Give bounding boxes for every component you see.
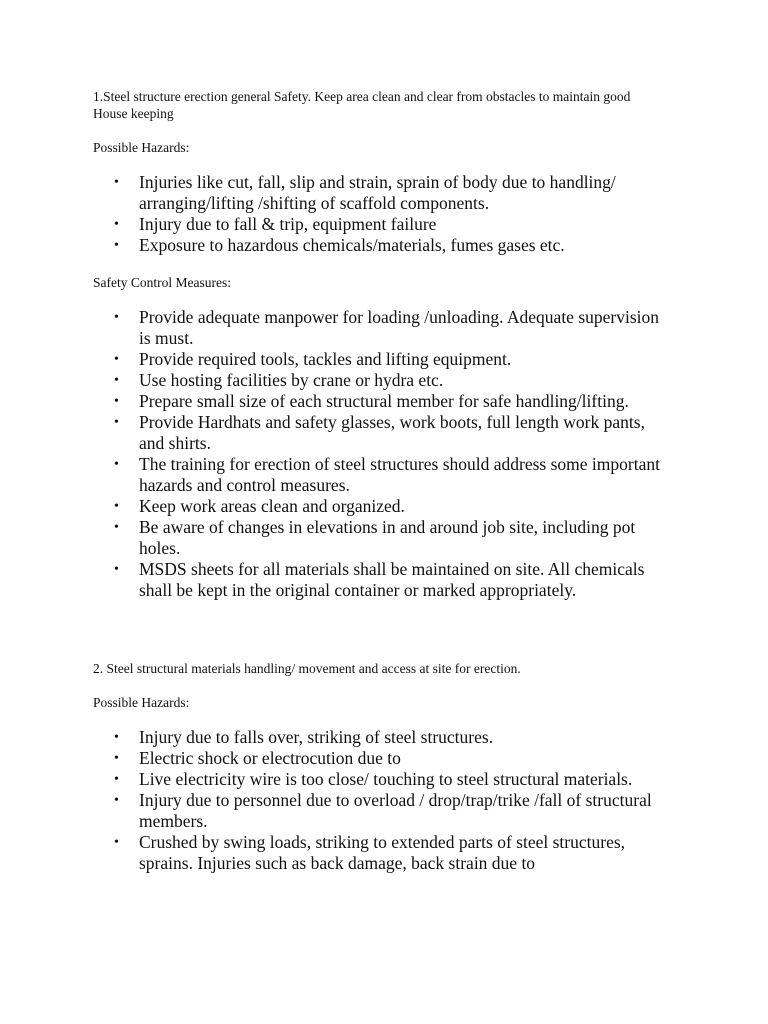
section2-hazards-list <box>93 727 663 874</box>
list-item: • Exposure to hazardous chemicals/materials, fumes gases etc. <box>93 235 663 256</box>
section2-hazards-label: Possible Hazards: <box>93 695 190 710</box>
section2-heading: 2. Steel structural materials handling/ movement and access at site for erection. <box>93 661 521 676</box>
list-item: • The training for erection of steel structures should address some important hazards and control measures. <box>93 454 663 496</box>
list-item: • Injury due to fall & trip, equipment failure <box>93 214 663 235</box>
list-item: • Crushed by swing loads, striking to extended parts of steel structures, sprains. Injuries such as back damage, back strain due to <box>93 832 663 874</box>
list-item: • Use hosting facilities by crane or hydra etc. <box>93 370 663 391</box>
section1-hazards-label: Possible Hazards: <box>93 140 190 155</box>
list-item: • Provide Hardhats and safety glasses, work boots, full length work pants, and shirts. <box>93 412 663 454</box>
list-item: • Electric shock or electrocution due to <box>93 748 663 769</box>
list-item: • MSDS sheets for all materials shall be maintained on site. All chemicals shall be kept in the original container or marked appropriately. <box>93 559 663 601</box>
list-item: • Keep work areas clean and organized. <box>93 496 663 517</box>
list-item: • Be aware of changes in elevations in and around job site, including pot holes. <box>93 517 663 559</box>
section1-controls-list <box>93 307 663 601</box>
list-item: • Prepare small size of each structural member for safe handling/lifting. <box>93 391 663 412</box>
list-item: • Injury due to falls over, striking of steel structures. <box>93 727 663 748</box>
list-item: • Injuries like cut, fall, slip and strain, sprain of body due to handling/ arranging/lifting /shifting of scaffold components. <box>93 172 663 214</box>
section1-controls-label: Safety Control Measures: <box>93 275 231 290</box>
section1-heading: 1.Steel structure erection general Safety. Keep area clean and clear from obstacles to maintain good House keeping <box>93 89 631 121</box>
list-item: • Injury due to personnel due to overload / drop/trap/trike /fall of structural members. <box>93 790 663 832</box>
list-item: • Live electricity wire is too close/ touching to steel structural materials. <box>93 769 663 790</box>
section1-hazards-list <box>93 172 663 256</box>
list-item: • Provide required tools, tackles and lifting equipment. <box>93 349 663 370</box>
list-item: • Provide adequate manpower for loading /unloading. Adequate supervision is must. <box>93 307 663 349</box>
